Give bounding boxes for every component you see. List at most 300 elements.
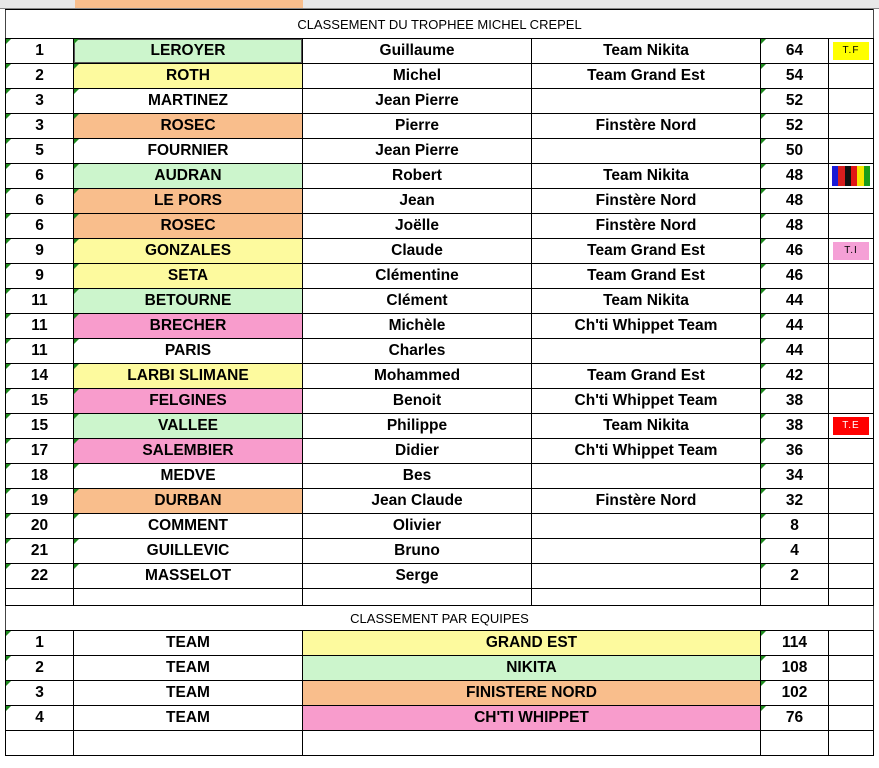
empty-cell[interactable] (829, 589, 874, 606)
cell-text: 54 (785, 67, 804, 84)
cell-text: ROTH (166, 67, 210, 84)
cell-text: 36 (785, 442, 804, 459)
team-cell[interactable] (532, 89, 761, 114)
rank-cell[interactable] (6, 564, 74, 589)
cell-text: Ch'ti Whippet Team (574, 442, 718, 459)
cell-text: 2 (35, 67, 44, 84)
cell-text: Bes (402, 467, 432, 484)
lastname-cell[interactable] (74, 489, 303, 514)
lastname-cell[interactable] (74, 389, 303, 414)
cell-text: 38 (785, 417, 804, 434)
team-cell[interactable] (532, 164, 761, 189)
cell-text: Team Nikita (603, 167, 689, 184)
badge-cell[interactable] (829, 514, 874, 539)
firstname-cell[interactable] (303, 339, 532, 364)
badge-cell[interactable] (829, 239, 874, 264)
points-cell[interactable] (761, 139, 829, 164)
cell-indicator-icon (761, 89, 766, 94)
points-cell[interactable] (761, 389, 829, 414)
cell-text: 44 (785, 342, 804, 359)
cell-text: AUDRAN (154, 167, 222, 184)
empty-cell[interactable] (74, 589, 303, 606)
cell-indicator-icon (761, 389, 766, 394)
cell-indicator-icon (761, 439, 766, 444)
cell-text: 8 (790, 517, 799, 534)
team-cell[interactable] (532, 314, 761, 339)
cell-text: 76 (785, 709, 804, 726)
points-cell[interactable] (761, 439, 829, 464)
lastname-cell[interactable] (74, 214, 303, 239)
rank-cell[interactable] (6, 364, 74, 389)
lastname-cell[interactable] (74, 89, 303, 114)
empty-cell[interactable] (761, 731, 829, 756)
points-cell[interactable] (761, 489, 829, 514)
firstname-cell[interactable] (303, 89, 532, 114)
points-cell[interactable] (761, 264, 829, 289)
cell-indicator-icon (761, 239, 766, 244)
cell-indicator-icon (761, 189, 766, 194)
cell-indicator-icon (761, 489, 766, 494)
cell-indicator-icon (6, 489, 11, 494)
cell-indicator-icon (74, 64, 79, 69)
cell-indicator-icon (74, 39, 79, 44)
cell-indicator-icon (761, 264, 766, 269)
cell-indicator-icon (6, 656, 11, 661)
cell-indicator-icon (6, 189, 11, 194)
team-cell[interactable] (532, 564, 761, 589)
ranking-row (6, 439, 874, 464)
lastname-cell[interactable] (74, 164, 303, 189)
firstname-cell[interactable] (303, 139, 532, 164)
cell-indicator-icon (6, 314, 11, 319)
cell-text: GRAND EST (485, 634, 578, 651)
lastname-cell[interactable] (74, 114, 303, 139)
rank-cell[interactable] (6, 64, 74, 89)
empty-cell[interactable] (6, 731, 74, 756)
lastname-cell[interactable] (74, 439, 303, 464)
cell-text: Philippe (386, 417, 448, 434)
firstname-cell[interactable] (303, 564, 532, 589)
cell-text: 46 (785, 267, 804, 284)
team-points-cell[interactable] (761, 631, 829, 656)
cell-text: 48 (785, 167, 804, 184)
team-cell[interactable] (532, 339, 761, 364)
cell-text: ROSEC (160, 217, 216, 234)
cell-text: TEAM (166, 709, 210, 726)
cell-indicator-icon (74, 139, 79, 144)
cell-text: MASSELOT (144, 567, 232, 584)
lastname-cell[interactable] (74, 339, 303, 364)
cell-indicator-icon (761, 214, 766, 219)
cell-text: Mohammed (373, 367, 461, 384)
team-label-cell[interactable] (74, 706, 303, 731)
rank-cell[interactable] (6, 439, 74, 464)
cell-text: FELGINES (149, 392, 227, 409)
cell-text: Team Grand Est (587, 367, 705, 384)
empty-cell[interactable] (761, 589, 829, 606)
points-cell[interactable] (761, 64, 829, 89)
badge-cell[interactable] (829, 114, 874, 139)
cell-text: 1 (35, 634, 44, 651)
lastname-cell[interactable] (74, 189, 303, 214)
rank-cell[interactable] (6, 264, 74, 289)
team-row (6, 706, 874, 731)
firstname-cell[interactable] (303, 164, 532, 189)
cell-indicator-icon (74, 389, 79, 394)
cell-indicator-icon (6, 264, 11, 269)
cell-text: 108 (781, 659, 808, 676)
cell-indicator-icon (761, 314, 766, 319)
cell-text: Olivier (392, 517, 442, 534)
cell-indicator-icon (74, 489, 79, 494)
team-cell[interactable] (532, 489, 761, 514)
rank-cell[interactable] (6, 89, 74, 114)
rank-cell[interactable] (6, 314, 74, 339)
team-row (6, 656, 874, 681)
cell-text: COMMENT (147, 517, 229, 534)
badge-cell[interactable] (829, 89, 874, 114)
team-label-cell[interactable] (74, 631, 303, 656)
ranking-row (6, 514, 874, 539)
points-cell[interactable] (761, 364, 829, 389)
rank-cell[interactable] (6, 164, 74, 189)
blank-row (6, 731, 874, 756)
team-cell[interactable] (532, 464, 761, 489)
firstname-cell[interactable] (303, 114, 532, 139)
lastname-cell[interactable] (74, 139, 303, 164)
badge-cell[interactable] (829, 656, 874, 681)
cell-indicator-icon (74, 289, 79, 294)
ranking-row (6, 64, 874, 89)
cell-indicator-icon (6, 681, 11, 686)
rank-cell[interactable] (6, 414, 74, 439)
team-row (6, 681, 874, 706)
team-name-cell[interactable] (303, 681, 761, 706)
badge-cell[interactable] (829, 264, 874, 289)
lastname-cell[interactable] (74, 239, 303, 264)
lastname-cell[interactable] (74, 414, 303, 439)
team-cell[interactable] (532, 514, 761, 539)
team-name-cell[interactable] (303, 631, 761, 656)
team-name-cell[interactable] (303, 706, 761, 731)
firstname-cell[interactable] (303, 514, 532, 539)
firstname-cell[interactable] (303, 539, 532, 564)
cell-indicator-icon (74, 414, 79, 419)
team-cell[interactable] (532, 214, 761, 239)
points-cell[interactable] (761, 564, 829, 589)
cell-text: 50 (785, 142, 804, 159)
ranking-title-row (6, 10, 874, 39)
points-cell[interactable] (761, 289, 829, 314)
cell-text: Finstère Nord (595, 217, 697, 234)
rank-cell[interactable] (6, 339, 74, 364)
cell-text: 9 (35, 242, 44, 259)
points-cell[interactable] (761, 464, 829, 489)
cell-indicator-icon (6, 214, 11, 219)
points-cell[interactable] (761, 39, 829, 64)
badge-cell[interactable] (829, 139, 874, 164)
team-cell[interactable] (532, 114, 761, 139)
team-cell[interactable] (532, 189, 761, 214)
team-label-cell[interactable] (74, 681, 303, 706)
rank-cell[interactable] (6, 464, 74, 489)
cell-indicator-icon (761, 64, 766, 69)
badge-cell[interactable] (829, 339, 874, 364)
cell-text: Serge (395, 567, 439, 584)
cell-text: 3 (35, 684, 44, 701)
cell-text: PARIS (164, 342, 212, 359)
team-cell[interactable] (532, 264, 761, 289)
lastname-cell[interactable] (74, 364, 303, 389)
firstname-cell[interactable] (303, 414, 532, 439)
points-cell[interactable] (761, 514, 829, 539)
cell-text: Finstère Nord (595, 492, 697, 509)
cell-indicator-icon (761, 539, 766, 544)
cell-indicator-icon (6, 289, 11, 294)
firstname-cell[interactable] (303, 214, 532, 239)
cell-text: Team Grand Est (587, 242, 705, 259)
rank-cell[interactable] (6, 214, 74, 239)
rank-cell[interactable] (6, 239, 74, 264)
cell-indicator-icon (761, 164, 766, 169)
points-cell[interactable] (761, 314, 829, 339)
points-cell[interactable] (761, 214, 829, 239)
points-cell[interactable] (761, 339, 829, 364)
badge-cell[interactable] (829, 439, 874, 464)
rank-cell[interactable] (6, 539, 74, 564)
team-label-cell[interactable] (74, 656, 303, 681)
lastname-cell[interactable] (74, 289, 303, 314)
points-cell[interactable] (761, 89, 829, 114)
cell-text: 3 (35, 92, 44, 109)
cell-indicator-icon (761, 681, 766, 686)
cell-text: MEDVE (160, 467, 216, 484)
badge-cell[interactable] (829, 414, 874, 439)
points-cell[interactable] (761, 164, 829, 189)
team-cell[interactable] (532, 239, 761, 264)
firstname-cell[interactable] (303, 489, 532, 514)
cell-indicator-icon (6, 631, 11, 636)
rank-cell[interactable] (6, 39, 74, 64)
cell-indicator-icon (6, 439, 11, 444)
firstname-cell[interactable] (303, 264, 532, 289)
team-points-cell[interactable] (761, 681, 829, 706)
cell-indicator-icon (6, 414, 11, 419)
team-rank-cell[interactable] (6, 681, 74, 706)
firstname-cell[interactable] (303, 439, 532, 464)
ranking-row (6, 289, 874, 314)
firstname-cell[interactable] (303, 389, 532, 414)
team-rank-cell[interactable] (6, 631, 74, 656)
empty-cell[interactable] (303, 731, 761, 756)
cell-text: 1 (35, 42, 44, 59)
cell-text: Finstère Nord (595, 192, 697, 209)
cell-text: VALLEE (158, 417, 218, 434)
empty-cell[interactable] (303, 589, 532, 606)
cell-text: Team Grand Est (587, 67, 705, 84)
team-points-cell[interactable] (761, 706, 829, 731)
team-row (6, 631, 874, 656)
rank-cell[interactable] (6, 114, 74, 139)
empty-cell[interactable] (74, 731, 303, 756)
badge-cell[interactable] (829, 389, 874, 414)
lastname-cell[interactable] (74, 39, 303, 64)
team-points-cell[interactable] (761, 656, 829, 681)
lastname-cell[interactable] (74, 264, 303, 289)
rank-cell[interactable] (6, 189, 74, 214)
cell-indicator-icon (6, 164, 11, 169)
cell-text: 19 (30, 492, 49, 509)
cell-indicator-icon (74, 464, 79, 469)
rank-cell[interactable] (6, 514, 74, 539)
cell-text: Finstère Nord (595, 117, 697, 134)
cell-text: DURBAN (154, 492, 222, 509)
cell-text: 4 (35, 709, 44, 726)
empty-cell[interactable] (6, 589, 74, 606)
lastname-cell[interactable] (74, 514, 303, 539)
ranking-row (6, 339, 874, 364)
lastname-cell[interactable] (74, 314, 303, 339)
cell-text: 6 (35, 217, 44, 234)
badge-cell[interactable] (829, 706, 874, 731)
badge-cell[interactable] (829, 289, 874, 314)
cell-text: LARBI SLIMANE (127, 367, 249, 384)
cell-indicator-icon (74, 364, 79, 369)
points-cell[interactable] (761, 239, 829, 264)
cell-text: LE PORS (153, 192, 223, 209)
firstname-cell[interactable] (303, 64, 532, 89)
cell-text: 22 (30, 567, 49, 584)
badge-cell[interactable] (829, 64, 874, 89)
cell-text: 20 (30, 517, 49, 534)
ranking-row (6, 239, 874, 264)
cell-indicator-icon (74, 114, 79, 119)
cell-text: Michel (392, 67, 442, 84)
badge-cell[interactable] (829, 489, 874, 514)
badge-cell[interactable] (829, 564, 874, 589)
firstname-cell[interactable] (303, 364, 532, 389)
rank-cell[interactable] (6, 389, 74, 414)
cell-text: Jean Pierre (375, 142, 459, 159)
teams-title[interactable]: CLASSEMENT PAR EQUIPES (6, 606, 874, 631)
lastname-cell[interactable] (74, 64, 303, 89)
team-cell[interactable] (532, 139, 761, 164)
cell-text: Jean (399, 192, 435, 209)
cell-indicator-icon (6, 389, 11, 394)
cell-indicator-icon (74, 214, 79, 219)
points-cell[interactable] (761, 414, 829, 439)
empty-cell[interactable] (829, 731, 874, 756)
cell-text: TEAM (166, 634, 210, 651)
cell-text: 4 (790, 542, 799, 559)
badge-cell[interactable] (829, 164, 874, 189)
ranking-row (6, 89, 874, 114)
cell-text: 17 (30, 442, 49, 459)
cell-text: Didier (395, 442, 439, 459)
team-cell[interactable] (532, 414, 761, 439)
team-cell[interactable] (532, 64, 761, 89)
points-cell[interactable] (761, 539, 829, 564)
points-cell[interactable] (761, 189, 829, 214)
cell-indicator-icon (761, 564, 766, 569)
ranking-row (6, 464, 874, 489)
firstname-cell[interactable] (303, 464, 532, 489)
badge-cell[interactable] (829, 681, 874, 706)
ranking-title[interactable]: CLASSEMENT DU TROPHEE MICHEL CREPEL (6, 10, 874, 39)
team-rank-cell[interactable] (6, 656, 74, 681)
firstname-cell[interactable] (303, 314, 532, 339)
badge-tag: T.E (833, 417, 869, 435)
badge-cell[interactable] (829, 464, 874, 489)
cell-text: 64 (785, 42, 804, 59)
cell-text: 48 (785, 217, 804, 234)
cell-text: 38 (785, 392, 804, 409)
badge-cell[interactable] (829, 539, 874, 564)
cell-indicator-icon (761, 289, 766, 294)
team-cell[interactable] (532, 39, 761, 64)
lastname-cell[interactable] (74, 539, 303, 564)
ranking-row (6, 214, 874, 239)
team-cell[interactable] (532, 439, 761, 464)
cell-indicator-icon (74, 539, 79, 544)
team-cell[interactable] (532, 289, 761, 314)
badge-cell[interactable] (829, 39, 874, 64)
ranking-row (6, 489, 874, 514)
cell-text: NIKITA (506, 659, 557, 676)
badge-cell[interactable] (829, 631, 874, 656)
team-rank-cell[interactable] (6, 706, 74, 731)
cell-text: 3 (35, 117, 44, 134)
rank-cell[interactable] (6, 139, 74, 164)
empty-cell[interactable] (532, 589, 761, 606)
cell-indicator-icon (761, 631, 766, 636)
teams-title-row (6, 606, 874, 631)
rank-cell[interactable] (6, 289, 74, 314)
cell-text: Bruno (394, 542, 440, 559)
cell-text: 52 (785, 117, 804, 134)
cell-text: SETA (167, 267, 209, 284)
firstname-cell[interactable] (303, 289, 532, 314)
cell-text: Ch'ti Whippet Team (574, 317, 718, 334)
cell-text: Joëlle (395, 217, 439, 234)
points-cell[interactable] (761, 114, 829, 139)
cell-indicator-icon (6, 564, 11, 569)
team-name-cell[interactable] (303, 656, 761, 681)
badge-tag: T.I (833, 242, 869, 260)
team-cell[interactable] (532, 539, 761, 564)
ranking-row (6, 189, 874, 214)
cell-text: GONZALES (144, 242, 232, 259)
cell-text: 102 (781, 684, 808, 701)
badge-cell[interactable] (829, 314, 874, 339)
rank-cell[interactable] (6, 489, 74, 514)
spreadsheet-grid (5, 9, 874, 756)
badge-cell[interactable] (829, 214, 874, 239)
badge-cell[interactable] (829, 189, 874, 214)
lastname-cell[interactable] (74, 464, 303, 489)
badge-cell[interactable] (829, 364, 874, 389)
team-cell[interactable] (532, 389, 761, 414)
cell-indicator-icon (74, 564, 79, 569)
firstname-cell[interactable] (303, 189, 532, 214)
firstname-cell[interactable] (303, 39, 532, 64)
firstname-cell[interactable] (303, 239, 532, 264)
cell-text: 14 (30, 367, 49, 384)
team-cell[interactable] (532, 364, 761, 389)
cell-indicator-icon (6, 239, 11, 244)
ranking-row (6, 39, 874, 64)
lastname-cell[interactable] (74, 564, 303, 589)
